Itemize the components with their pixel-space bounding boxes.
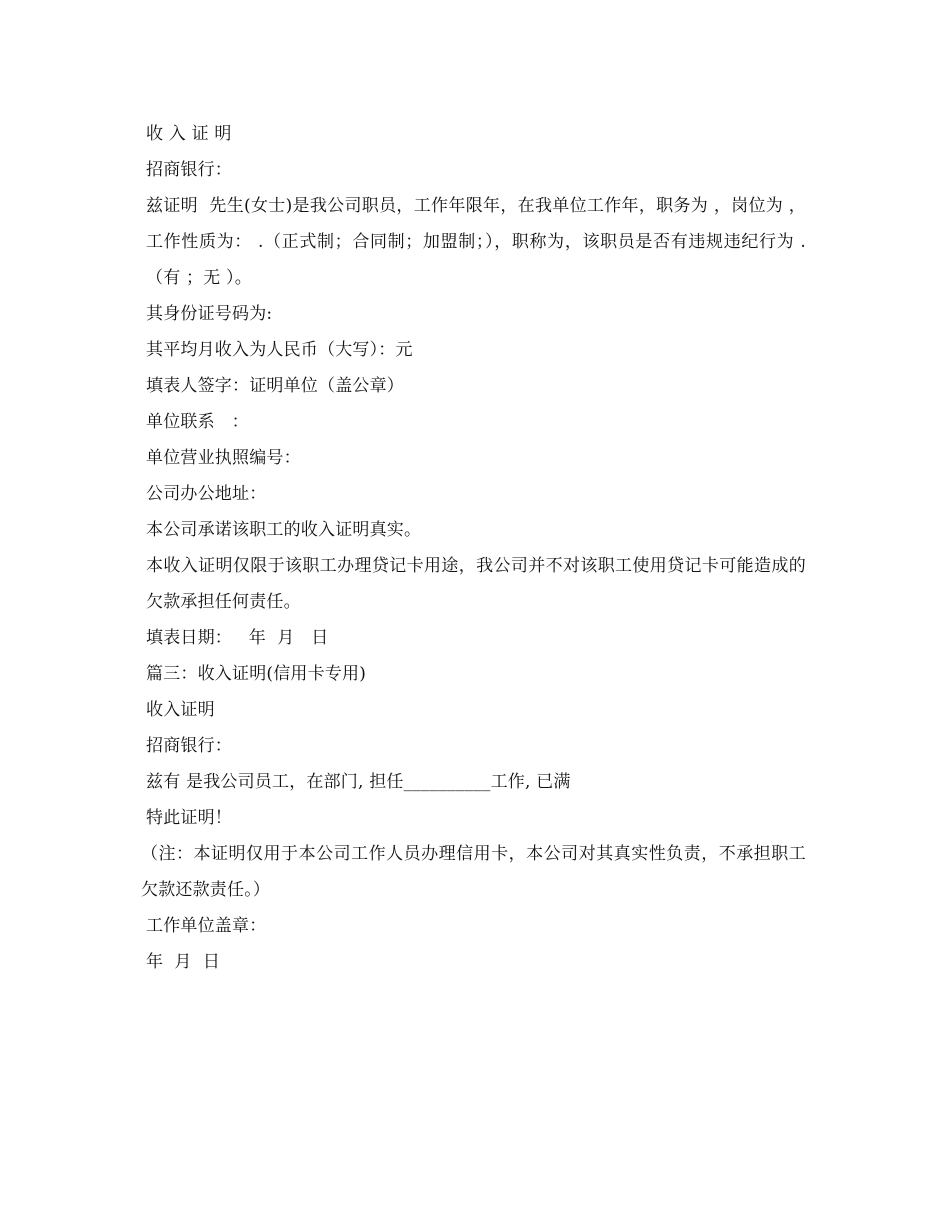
monthly-income-line: 其平均月收入为人民币（大写）：元 [146,340,413,360]
doc-title: 收 入 证 明 [146,124,232,144]
hereby-certify-line: 特此证明！ [146,808,232,828]
note-paragraph: （注：本证明仅用于本公司工作人员办理信用卡，本公司对其真实性负责，不承担职工欠款还款责任。） [141,844,806,900]
business-license-line: 单位营业执照编号： [146,448,301,468]
document-body [141,116,806,980]
usage-limitation-paragraph: 本收入证明仅限于该职工办理贷记卡用途，我公司并不对该职工使用贷记卡可能造成的欠款承担任何责任。 [146,556,806,612]
fill-date-line: 填表日期： 年 月 日 [146,628,329,648]
second-doc-title: 收入证明 [146,700,215,720]
commitment-line: 本公司承诺该职工的收入证明真实。 [146,520,422,540]
id-number-line: 其身份证号码为: [146,304,273,324]
second-addressee-line: 招商银行： [146,736,232,756]
certification-paragraph: 兹证明 先生(女士)是我公司职员，工作年限年，在我单位工作年，职务为 ，岗位为 ，工作性质为： .（正式制；合同制；加盟制；），职称为，该职员是否有违规违纪行为 .（有 ；无 ）。 [146,196,806,288]
section-three-heading: 篇三：收入证明(信用卡专用) [146,664,367,684]
date-line: 年 月 日 [146,952,221,972]
addressee-line: 招商银行： [146,160,232,180]
employment-line: 兹有 是我公司员工，在部门, 担任__________工作, 已满 [146,772,571,792]
signature-line: 填表人签字：证明单位（盖公章） [146,376,404,396]
office-address-line: 公司办公地址： [146,484,267,504]
company-seal-line: 工作单位盖章： [146,916,267,936]
contact-line: 单位联系 ： [146,412,249,432]
